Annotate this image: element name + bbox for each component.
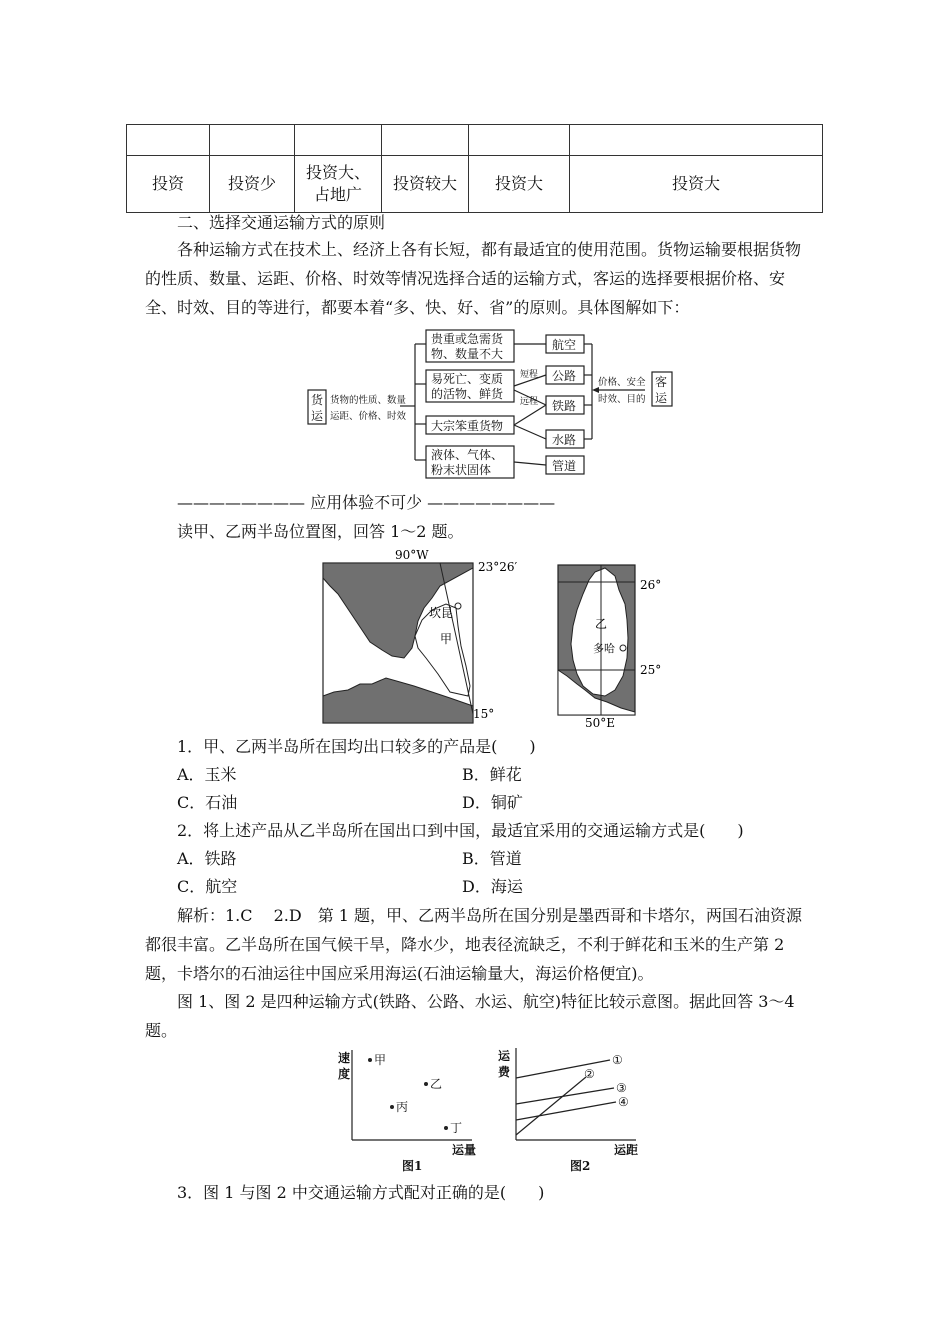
cargo-factors-1: 货物的性质、数量 (330, 395, 407, 406)
mode-road: 公路 (552, 369, 577, 383)
fig1-ylabel-1: 速 (338, 1051, 351, 1065)
fig1-point-jia: 甲 (374, 1053, 387, 1067)
goods-4-line-2: 粉末状固体 (431, 463, 492, 477)
section-paragraph: 各种运输方式在技术上、经济上各有长短，都有最适宜的使用范围。货物运输要根据货物的性质、数量、运距、价格、时效等情况选择合适的运输方式，客运的选择要根据价格、安全、时效、目的等进行，都要本着“多、快、好、省”的原则。具体图解如下： (145, 240, 802, 317)
mode-pipeline: 管道 (552, 459, 577, 473)
fig2-line-1-label: ① (612, 1053, 623, 1067)
goods-1-line-1: 贵重或急需货 (431, 332, 504, 346)
passenger-label-2: 运 (655, 391, 668, 405)
passenger-factors-1: 价格、安全 (598, 377, 646, 388)
fig2-caption: 图2 (570, 1159, 591, 1173)
map2-lat-bottom-label: 25° (640, 663, 662, 677)
short-distance-label: 短程 (520, 370, 539, 380)
table-cell (295, 125, 382, 156)
q1-option-d: D．铜矿 (462, 793, 523, 812)
q1-option-b: B．鲜花 (462, 765, 522, 784)
fig2-xlabel: 运距 (614, 1143, 639, 1157)
q3-stem: 3．图 1 与图 2 中交通运输方式配对正确的是( ) (177, 1183, 545, 1202)
fig1-ylabel-2: 度 (338, 1067, 351, 1081)
analysis-paragraph: 解析：1.C 2.D 第 1 题，甲、乙两半岛所在国分别是墨西哥和卡塔尔，两国石油资源都很丰富。乙半岛所在国气候干旱，降水少，地表径流缺乏，不利于鲜花和玉米的生产第 2 题，卡塔尔的石油运往中国应采用海运(石油运输量大，海运价格便宜)。 (145, 906, 803, 983)
table-cell: 投资大 (469, 156, 570, 213)
table-row (127, 156, 823, 213)
transport-comparison-table (126, 124, 823, 213)
q2-option-d: D．海运 (462, 877, 523, 896)
fig2-ylabel-2: 费 (498, 1065, 511, 1079)
fig2-line-3-label: ③ (616, 1081, 627, 1095)
map2-region-label: 乙 (595, 617, 608, 631)
table-cell (210, 125, 295, 156)
intro-q12: 读甲、乙两半岛位置图，回答 1～2 题。 (177, 522, 464, 541)
fig1-caption: 图1 (402, 1159, 423, 1173)
q2-option-a: A．铁路 (177, 849, 237, 868)
map2-city-label: 多哈 (593, 642, 615, 655)
map1-lat-bottom-label: 15° (473, 707, 495, 721)
fig2-line-2-label: ② (584, 1067, 595, 1081)
mode-rail: 铁路 (552, 399, 577, 413)
table-cell (469, 125, 570, 156)
mode-water: 水路 (552, 433, 577, 447)
q2-option-c: C．航空 (177, 877, 238, 896)
q2-option-b: B．管道 (462, 849, 522, 868)
long-distance-label: 远程 (520, 397, 539, 407)
fig1-point-yi: 乙 (430, 1077, 443, 1091)
table-cell: 投资 (127, 156, 210, 213)
table-cell: 投资较大 (382, 156, 469, 213)
table-cell (382, 125, 469, 156)
mode-air: 航空 (552, 338, 577, 352)
intro-q34: 图 1、图 2 是四种运输方式(铁路、公路、水运、航空)特征比较示意图。据此回答 3～4 题。 (145, 992, 795, 1040)
passenger-factors-2: 时效、目的 (598, 394, 646, 405)
table-cell (570, 125, 823, 156)
table-cell: 投资大 (570, 156, 823, 213)
table-cell (127, 125, 210, 156)
divider: ———————— 应用体验不可少 ———————— (177, 493, 556, 512)
fig1-point-ding: 丁 (450, 1121, 463, 1135)
figures-transport-comparison (330, 1040, 650, 1180)
passenger-label-1: 客 (655, 375, 668, 389)
section-heading: 二、选择交通运输方式的原则 (177, 213, 386, 232)
table-cell: 投资大、占地广 (295, 156, 382, 213)
transport-choice-diagram (300, 326, 690, 484)
map-peninsula-yi (555, 562, 675, 732)
fig1-point-bing: 丙 (396, 1100, 409, 1114)
q1-stem: 1．甲、乙两半岛所在国均出口较多的产品是( ) (177, 737, 536, 756)
fig2-ylabel-1: 运 (498, 1049, 511, 1063)
map-peninsula-jia (320, 546, 530, 726)
cargo-label-1: 货 (311, 393, 324, 407)
map2-lon-label: 50°E (585, 716, 616, 730)
goods-1-line-2: 物、数量不大 (431, 347, 504, 361)
table-cell: 投资少 (210, 156, 295, 213)
goods-2-line-2: 的活物、鲜货 (431, 387, 504, 401)
cargo-label-2: 运 (311, 409, 324, 423)
map1-lat-top-label: 23°26′ (478, 560, 518, 574)
goods-3: 大宗笨重货物 (431, 419, 504, 433)
q2-stem: 2．将上述产品从乙半岛所在国出口到中国，最适宜采用的交通运输方式是( ) (177, 821, 744, 840)
cargo-factors-2: 运距、价格、时效 (330, 411, 407, 422)
fig2-line-4-label: ④ (618, 1095, 629, 1109)
q1-option-c: C．石油 (177, 793, 238, 812)
map1-lon-label: 90°W (395, 548, 429, 562)
goods-4-line-1: 液体、气体、 (431, 448, 504, 462)
q1-option-a: A．玉米 (177, 765, 237, 784)
map1-city-label: 坎昆 (429, 606, 454, 620)
map1-region-label: 甲 (440, 632, 453, 646)
goods-2-line-1: 易死亡、变质 (431, 372, 504, 386)
map2-lat-top-label: 26° (640, 578, 662, 592)
table-row (127, 125, 823, 156)
fig1-xlabel: 运量 (452, 1143, 477, 1157)
